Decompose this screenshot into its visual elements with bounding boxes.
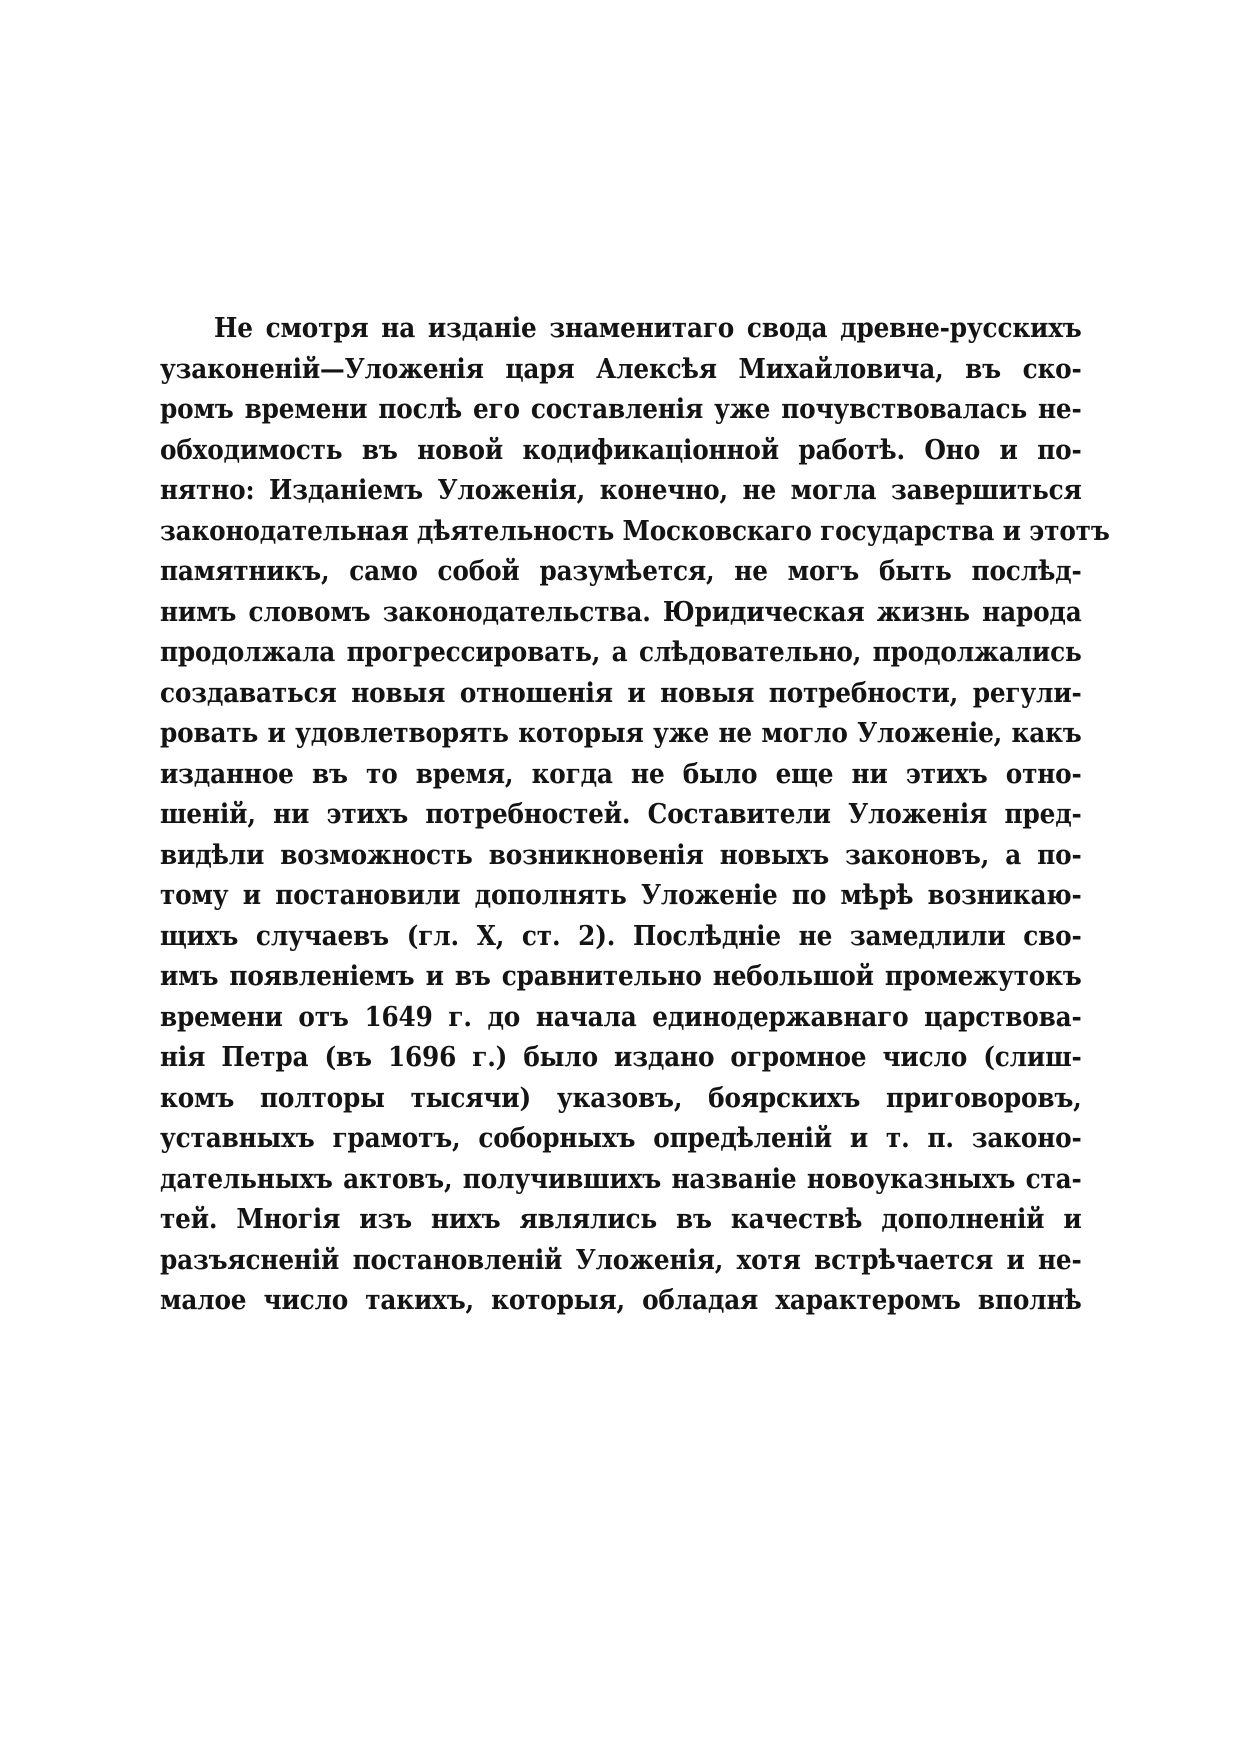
text-line: нимъ словомъ законодательства. Юридическая жизнь народа (160, 595, 1082, 628)
text-line: комъ полторы тысячи) указовъ, боярскихъ приговоровъ, (160, 1081, 1082, 1114)
text-line: малое число такихъ, которыя, обладая характеромъ вполнѣ (160, 1284, 1082, 1316)
text-line: шеній, ни этихъ потребностей. Составители Уложенія пред- (160, 798, 1082, 830)
text-line: узаконеній—Уложенія царя Алексѣя Михайловича, въ ско- (160, 352, 1082, 385)
text-line: ровать и удовлетворять которыя уже не могло Уложеніе, какъ (160, 717, 1082, 749)
body-paragraph (160, 308, 1110, 1321)
text-line: нятно: Изданіемъ Уложенія, конечно, не могла завершиться (160, 474, 1082, 506)
text-line: создаваться новыя отношенія и новыя потребности, регули- (160, 676, 1082, 709)
text-line: изданное въ то время, когда не было еще ни этихъ отно- (160, 757, 1082, 790)
text-line: продолжала прогрессировать, а слѣдовательно, продолжались (160, 636, 1082, 668)
text-line: видѣли возможность возникновенія новыхъ законовъ, а по- (160, 838, 1082, 871)
text-line: Не смотря на изданіе знаменитаго свода древне-русскихъ (214, 312, 1082, 344)
text-line: дательныхъ актовъ, получившихъ названіе новоуказныхъ ста- (160, 1162, 1082, 1195)
text-line: памятникъ, само собой разумѣется, не могъ быть послѣд- (160, 555, 1082, 587)
text-line: времени отъ 1649 г. до начала единодержавнаго царствова- (160, 1000, 1082, 1033)
text-line: законодательная дѣятельность Московскаго государства и этотъ (160, 514, 1110, 547)
text-line: щихъ случаевъ (гл. X, ст. 2). Послѣдніе не замедлили сво- (160, 919, 1082, 952)
text-line: ромъ времени послѣ его составленія уже почувствовалась не- (160, 393, 1082, 425)
text-line: имъ появленіемъ и въ сравнительно небольшой промежутокъ (160, 960, 1082, 992)
text-line: нія Петра (въ 1696 г.) было издано огромное число (слиш- (160, 1041, 1082, 1073)
text-line: тей. Многія изъ нихъ являлись въ качествѣ дополненій и (160, 1203, 1082, 1235)
text-line: тому и постановили дополнять Уложеніе по мѣрѣ возникаю- (160, 879, 1082, 911)
text-line: уставныхъ грамотъ, соборныхъ опредѣленій и т. п. законо- (160, 1122, 1082, 1154)
text-line: разъясненій постановленій Уложенія, хотя встрѣчается и не- (160, 1243, 1082, 1276)
text-line: обходимость въ новой кодификаціонной работѣ. Оно и по- (160, 433, 1082, 466)
